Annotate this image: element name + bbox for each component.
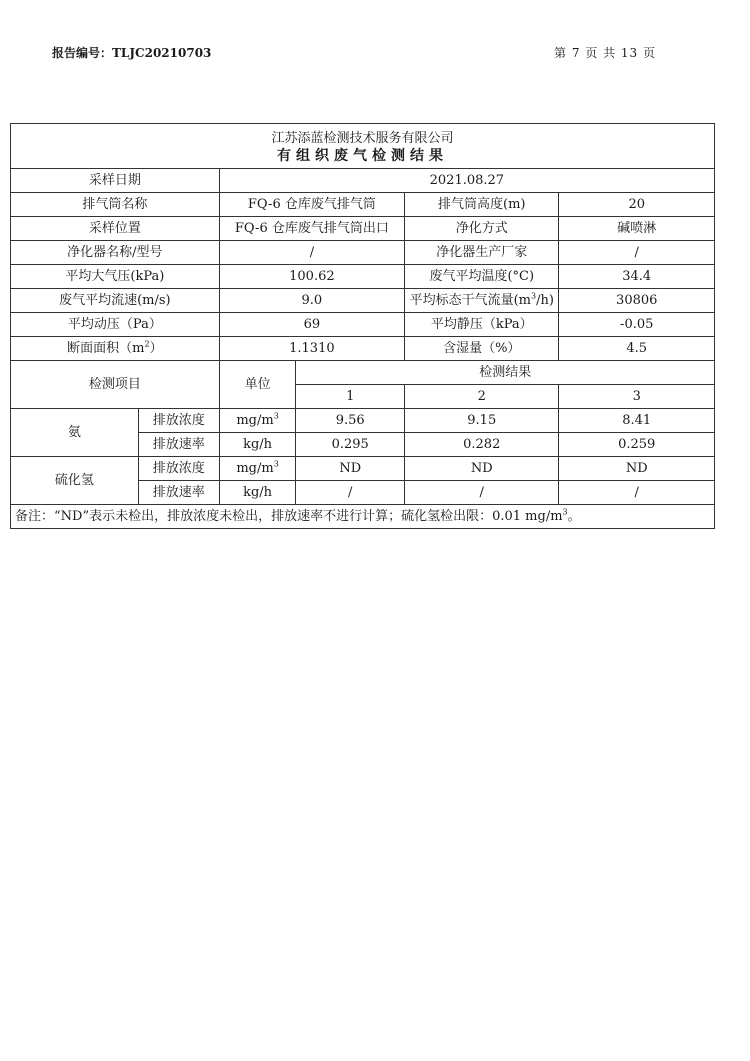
- value-purify-method: 碱喷淋: [559, 217, 715, 241]
- value-stack-name: FQ-6 仓库废气排气筒: [219, 193, 404, 217]
- unit-cell: [219, 409, 296, 433]
- label-purify-method: 净化方式: [405, 217, 559, 241]
- page-indicator: 第 7 页 共 13 页: [554, 46, 656, 60]
- value-gas-temp: 34.4: [559, 265, 715, 289]
- result-cell: ND: [559, 457, 715, 481]
- param-label: 排放浓度: [138, 409, 219, 433]
- label-dry-flow-sup: 3: [530, 291, 537, 301]
- table-row: [11, 457, 715, 481]
- header-unit: 单位: [219, 361, 296, 409]
- remark-tail: 。: [567, 509, 581, 524]
- value-dynamic-pressure: 69: [219, 313, 404, 337]
- unit-text: mg/m: [236, 413, 274, 428]
- row-area: [11, 337, 715, 361]
- table-heading: [11, 124, 715, 169]
- row-sample-location: [11, 217, 715, 241]
- label-stack-name: 排气筒名称: [11, 193, 220, 217]
- unit-cell: kg/h: [219, 481, 296, 505]
- header-run-2: 2: [405, 385, 559, 409]
- label-dry-flow: [405, 289, 559, 313]
- value-velocity: 9.0: [219, 289, 404, 313]
- result-cell: /: [296, 481, 405, 505]
- label-dry-flow-tail: /h): [536, 293, 554, 308]
- value-sample-location: FQ-6 仓库废气排气筒出口: [219, 217, 404, 241]
- label-moisture: 含湿量（%）: [405, 337, 559, 361]
- value-moisture: 4.5: [559, 337, 715, 361]
- result-cell: /: [559, 481, 715, 505]
- label-dry-flow-text: 平均标态干气流量(m: [409, 293, 531, 308]
- label-manufacturer: 净化器生产厂家: [405, 241, 559, 265]
- header-results: 检测结果: [296, 361, 715, 385]
- row-purifier: [11, 241, 715, 265]
- label-sample-date: 采样日期: [11, 169, 220, 193]
- company-name: 江苏添蓝检测技术服务有限公司: [271, 131, 454, 146]
- label-purifier-model: 净化器名称/型号: [11, 241, 220, 265]
- value-static-pressure: -0.05: [559, 313, 715, 337]
- table-title: 有组织废气检测结果: [277, 148, 448, 164]
- unit-text: mg/m: [236, 461, 274, 476]
- param-label: 排放速率: [138, 481, 219, 505]
- label-stack-height: 排气筒高度(m): [405, 193, 559, 217]
- label-section-area-sup: 2: [144, 339, 150, 349]
- result-cell: 0.282: [405, 433, 559, 457]
- result-cell: 0.295: [296, 433, 405, 457]
- param-label: 排放浓度: [138, 457, 219, 481]
- value-manufacturer: /: [559, 241, 715, 265]
- label-sample-location: 采样位置: [11, 217, 220, 241]
- param-label: 排放速率: [138, 433, 219, 457]
- label-velocity: 废气平均流速(m/s): [11, 289, 220, 313]
- label-section-area-text: 断面面积（m: [67, 341, 145, 356]
- row-sample-date: [11, 169, 715, 193]
- row-results-header: [11, 361, 715, 385]
- row-velocity: [11, 289, 715, 313]
- unit-cell: kg/h: [219, 433, 296, 457]
- value-stack-height: 20: [559, 193, 715, 217]
- pollutant-ammonia: 氨: [11, 409, 139, 457]
- row-pressure: [11, 265, 715, 289]
- label-gas-temp: 废气平均温度(°C): [405, 265, 559, 289]
- result-cell: 9.15: [405, 409, 559, 433]
- table-row: [11, 409, 715, 433]
- result-cell: 0.259: [559, 433, 715, 457]
- row-stack: [11, 193, 715, 217]
- result-cell: ND: [405, 457, 559, 481]
- row-remark: [11, 505, 715, 529]
- value-purifier-model: /: [219, 241, 404, 265]
- label-section-area-tail: ）: [149, 341, 163, 356]
- pollutant-h2s: 硫化氢: [11, 457, 139, 505]
- result-cell: ND: [296, 457, 405, 481]
- report-number: 报告编号：TLJC20210703: [52, 46, 212, 60]
- label-static-pressure: 平均静压（kPa）: [405, 313, 559, 337]
- header-run-1: 1: [296, 385, 405, 409]
- remark-text: 备注：“ND”表示未检出，排放浓度未检出，排放速率不进行计算；硫化氢检出限：0.01 mg/m: [15, 509, 563, 524]
- header-run-3: 3: [559, 385, 715, 409]
- emission-results-table: [10, 123, 715, 529]
- result-cell: 9.56: [296, 409, 405, 433]
- row-dynamic-pressure: [11, 313, 715, 337]
- header-item: 检测项目: [11, 361, 220, 409]
- label-section-area: [11, 337, 220, 361]
- remark-sup: 3: [562, 507, 568, 517]
- unit-sup: 3: [273, 411, 279, 421]
- value-section-area: 1.1310: [219, 337, 404, 361]
- unit-cell: [219, 457, 296, 481]
- result-cell: /: [405, 481, 559, 505]
- label-dynamic-pressure: 平均动压（Pa）: [11, 313, 220, 337]
- remark: [11, 505, 715, 529]
- value-dry-flow: 30806: [559, 289, 715, 313]
- value-atm-pressure: 100.62: [219, 265, 404, 289]
- unit-sup: 3: [273, 459, 279, 469]
- value-sample-date: 2021.08.27: [219, 169, 714, 193]
- label-atm-pressure: 平均大气压(kPa): [11, 265, 220, 289]
- result-cell: 8.41: [559, 409, 715, 433]
